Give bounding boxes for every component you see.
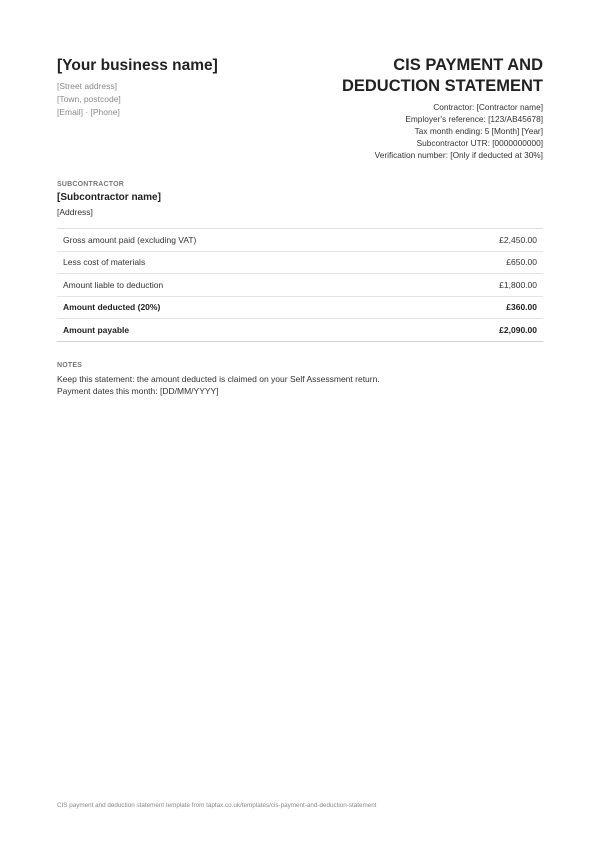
- business-town: [Town, postcode]: [57, 94, 121, 104]
- row-amount: £1,800.00: [499, 279, 537, 290]
- business-contact: [Email] · [Phone]: [57, 107, 120, 117]
- subcontractor-address: [Address]: [57, 207, 93, 217]
- statement-meta: [375, 101, 543, 161]
- row-label: Gross amount paid (excluding VAT): [63, 234, 197, 245]
- meta-employer-reference: Employer's reference: [123/AB45678]: [405, 114, 543, 125]
- row-amount: £360.00: [506, 302, 537, 313]
- business-name: [Your business name]: [57, 57, 218, 74]
- meta-contractor: Contractor: [Contractor name]: [433, 102, 543, 112]
- row-label: Amount payable: [63, 324, 130, 335]
- footer-credit: CIS payment and deduction statement template from taptax.co.uk/templates/cis-payment-and-deduction-statement: [57, 802, 377, 809]
- note-line: Keep this statement: the amount deducted is claimed on your Self Assessment return.: [57, 374, 380, 384]
- table-row: [57, 229, 543, 252]
- table-row-deducted: [57, 297, 543, 320]
- title-line: CIS PAYMENT AND: [393, 56, 543, 74]
- row-label: Amount deducted (20%): [63, 302, 161, 313]
- meta-tax-month: Tax month ending: 5 [Month] [Year]: [414, 126, 543, 137]
- note-line: Payment dates this month: [DD/MM/YYYY]: [57, 385, 219, 396]
- subcontractor-heading: SUBCONTRACTOR: [57, 181, 125, 188]
- notes-heading: NOTES: [57, 362, 83, 369]
- business-street: [Street address]: [57, 81, 118, 91]
- meta-subcontractor-utr: Subcontractor UTR: [0000000000]: [416, 138, 543, 149]
- table-row: [57, 252, 543, 275]
- title-line: DEDUCTION STATEMENT: [341, 77, 543, 95]
- table-row: [57, 274, 543, 297]
- payment-table: [57, 228, 543, 342]
- row-amount: £650.00: [506, 257, 537, 268]
- notes-body: [57, 374, 380, 397]
- row-amount: £2,450.00: [499, 234, 537, 245]
- row-amount: £2,090.00: [499, 324, 537, 335]
- meta-verification-number: Verification number: [Only if deducted at 30%]: [374, 150, 543, 161]
- table-row-payable: [57, 319, 543, 342]
- row-label: Less cost of materials: [63, 257, 146, 268]
- row-label: Amount liable to deduction: [63, 279, 164, 290]
- subcontractor-name: [Subcontractor name]: [57, 192, 161, 203]
- document-title: [342, 55, 543, 97]
